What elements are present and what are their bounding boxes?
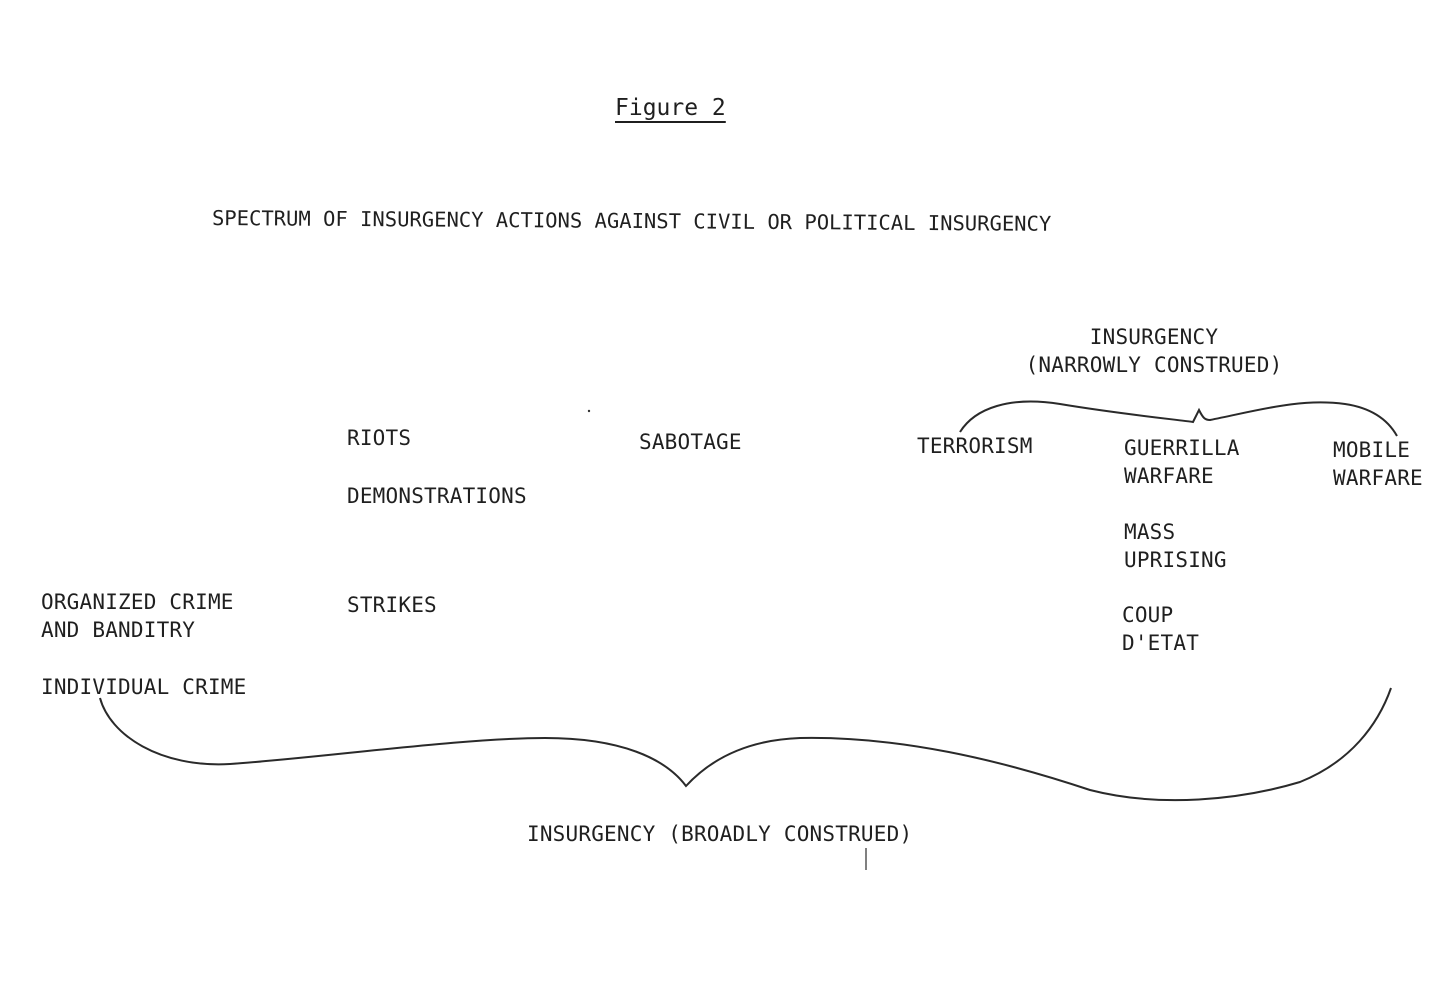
action-mobile-warfare: MOBILE WARFARE [1333,438,1423,490]
action-strikes: STRIKES [347,593,437,617]
action-organized-crime: ORGANIZED CRIME AND BANDITRY [41,590,234,642]
action-terrorism: TERRORISM [917,434,1033,458]
speck-dot [588,410,590,412]
action-demonstrations: DEMONSTRATIONS [347,484,527,508]
action-sabotage: SABOTAGE [639,430,742,454]
broad-insurgency-label: INSURGENCY (BROADLY CONSTRUED) [527,822,913,846]
action-guerrilla-warfare: GUERRILLA WARFARE [1124,436,1240,488]
narrow-insurgency-subtitle: (NARROWLY CONSTRUED) [1025,353,1283,377]
action-mass-uprising: MASS UPRISING [1124,520,1227,572]
diagram-heading: SPECTRUM OF INSURGENCY ACTIONS AGAINST CIVIL OR POLITICAL INSURGENCY [211,206,1052,236]
narrow-brace [960,402,1397,436]
action-coup-detat: COUP D'ETAT [1122,603,1200,655]
broad-brace [100,688,1391,800]
action-individual-crime: INDIVIDUAL CRIME [41,675,247,699]
figure-title: Figure 2 [615,95,726,121]
narrow-insurgency-title: INSURGENCY [1089,325,1219,349]
action-riots: RIOTS [347,426,412,450]
